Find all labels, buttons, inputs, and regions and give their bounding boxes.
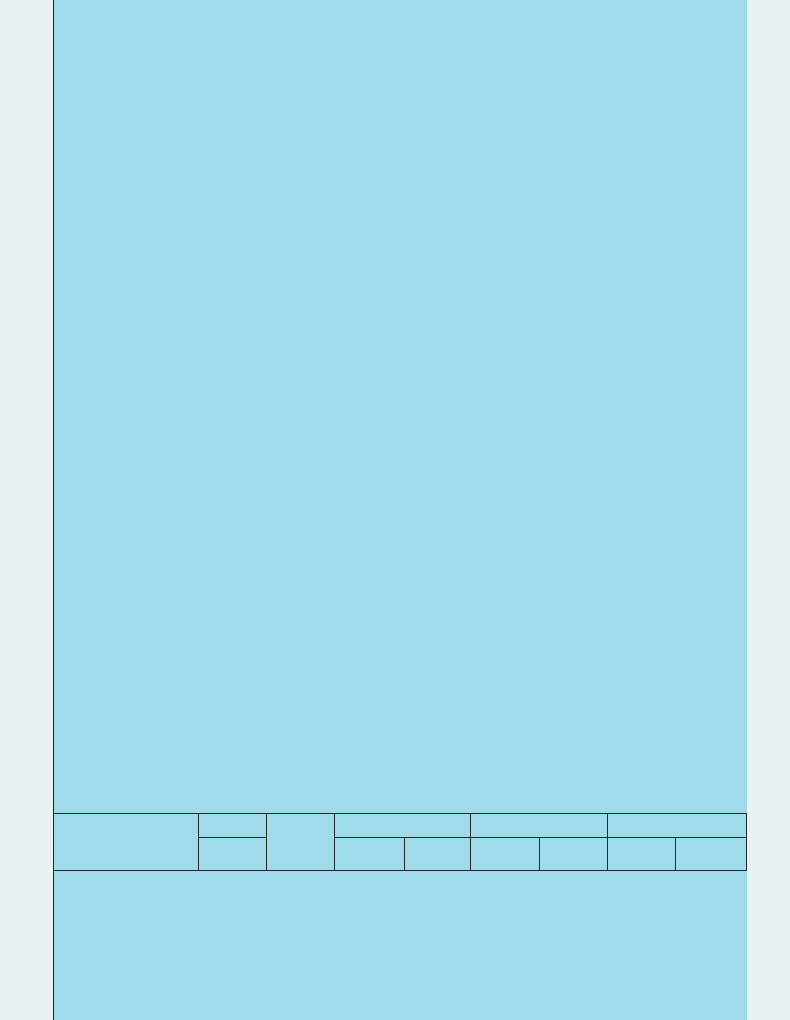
load-header-50: [540, 838, 608, 871]
free-length-header: [199, 814, 267, 838]
cycles-50-header: [471, 814, 608, 838]
cycles-30-header: [335, 814, 471, 838]
name-header: [54, 814, 199, 871]
column-header: [53, 813, 747, 871]
deflection-header-50: [471, 838, 540, 871]
l-label: [199, 838, 267, 871]
deflection-header-30: [335, 838, 405, 871]
load-header-30: [405, 838, 471, 871]
deflection-header-100: [608, 838, 676, 871]
load-header-100: [676, 838, 747, 871]
constant-header: [267, 814, 335, 871]
cycles-100-header: [608, 814, 747, 838]
